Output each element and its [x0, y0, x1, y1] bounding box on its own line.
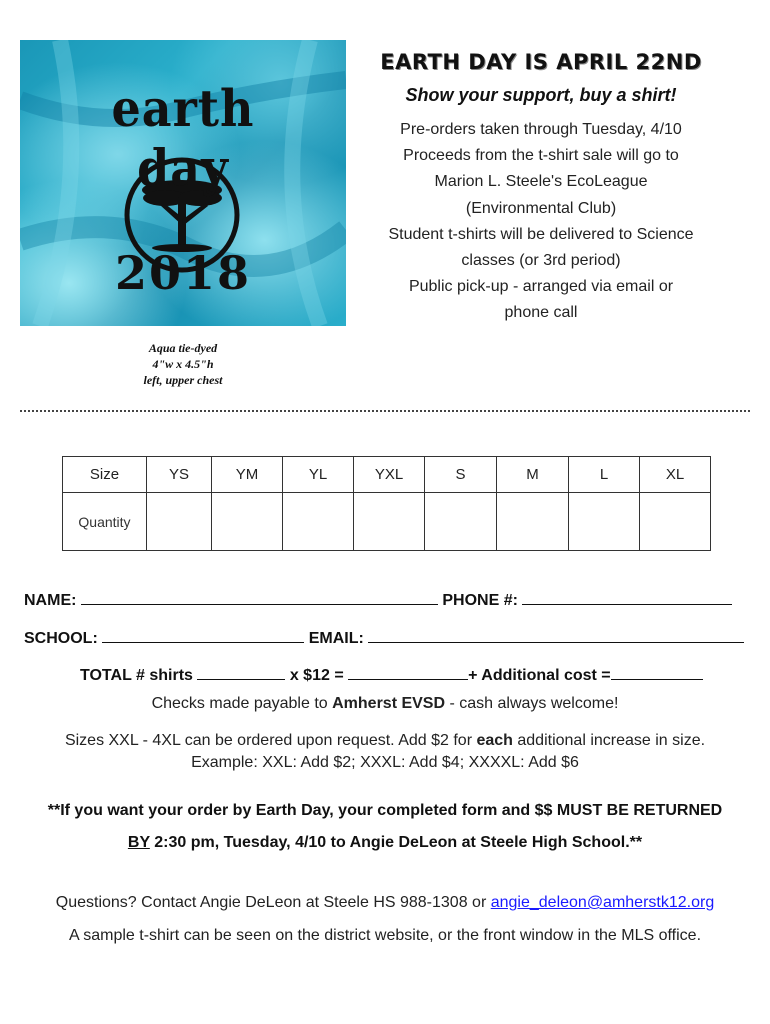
- payment-payee: Amherst EVSD: [332, 695, 446, 712]
- info-line: (Environmental Club): [465, 199, 617, 217]
- quantity-cell-m[interactable]: [497, 493, 569, 551]
- quantity-label: Quantity: [63, 493, 147, 551]
- shirt-graphic-year: 2018: [114, 246, 252, 300]
- additional-cost-label: + Additional cost =: [468, 667, 611, 684]
- extended-sizes-note: [20, 730, 750, 774]
- quantity-cell-xl[interactable]: [640, 493, 711, 551]
- payment-note: [20, 695, 750, 713]
- extended-sizes-prefix: Sizes XXL - 4XL can be ordered upon request. Add $2 for: [64, 732, 477, 749]
- quantity-cell-yl[interactable]: [283, 493, 354, 551]
- info-line: Student t-shirts will be delivered to Science: [388, 225, 694, 243]
- info-line: Pre-orders taken through Tuesday, 4/10: [400, 121, 682, 138]
- name-label: NAME:: [24, 592, 77, 609]
- payment-note-prefix: Checks made payable to: [151, 695, 333, 712]
- school-label: SCHOOL:: [24, 630, 98, 647]
- payment-note-suffix: - cash always welcome!: [445, 695, 619, 712]
- extended-sizes-example: Example: XXL: Add $2; XXXL: Add $4; XXXXL: Add $6: [191, 754, 579, 771]
- headline: EARTH DAY IS APRIL 22ND: [380, 50, 702, 74]
- size-order-table: [62, 456, 711, 551]
- deadline-line-1: **If you want your order by Earth Day, your completed form and $$ MUST BE RETURNED: [47, 802, 723, 819]
- info-line: phone call: [504, 304, 578, 322]
- size-ym: YM: [212, 457, 283, 493]
- name-phone-line: [24, 590, 732, 610]
- quantity-cell-l[interactable]: [569, 493, 640, 551]
- email-label: EMAIL:: [308, 630, 364, 647]
- total-label: TOTAL # shirts: [80, 667, 193, 684]
- caption-line: Aqua tie-dyed: [148, 341, 218, 355]
- caption-line: 4"w x 4.5"h: [152, 357, 214, 371]
- size-m: M: [497, 457, 569, 493]
- size-yl: YL: [283, 457, 354, 493]
- contact-email-link[interactable]: angie_deleon@amherstk12.org: [490, 894, 715, 911]
- deadline-details: 2:30 pm, Tuesday, 4/10 to Angie DeLeon at Steele High School.**: [149, 834, 643, 851]
- quantity-cell-s[interactable]: [425, 493, 497, 551]
- size-header-row: [63, 457, 711, 493]
- info-line: Public pick-up - arranged via email or: [408, 278, 674, 296]
- size-xl: XL: [640, 457, 711, 493]
- total-line: [80, 665, 703, 685]
- size-label: Size: [63, 457, 147, 493]
- shirt-graphic-title: earth day: [111, 78, 255, 198]
- cut-line-divider: [20, 410, 750, 412]
- shirt-caption: [100, 340, 266, 388]
- size-ys: YS: [147, 457, 212, 493]
- total-shirts-field[interactable]: [197, 665, 285, 680]
- school-email-line: [24, 628, 744, 648]
- contact-note: [20, 894, 750, 912]
- info-block: [366, 117, 716, 327]
- tagline: Show your support, buy a shirt!: [405, 85, 677, 105]
- quantity-cell-ys[interactable]: [147, 493, 212, 551]
- subtotal-field[interactable]: [348, 665, 468, 680]
- quantity-cell-ym[interactable]: [212, 493, 283, 551]
- school-field[interactable]: [102, 628, 304, 643]
- shirt-image: [20, 40, 346, 326]
- info-line: classes (or 3rd period): [461, 252, 621, 270]
- size-l: L: [569, 457, 640, 493]
- price-text: x $12 =: [289, 667, 344, 684]
- email-field[interactable]: [368, 628, 744, 643]
- phone-label: PHONE #:: [442, 592, 518, 609]
- contact-text: Questions? Contact Angie DeLeon at Steele HS 988-1308 or: [55, 894, 491, 911]
- deadline-by: BY: [127, 834, 150, 851]
- deadline-line-2: [20, 827, 750, 859]
- size-yxl: YXL: [354, 457, 425, 493]
- sample-shirt-note: A sample t-shirt can be seen on the district website, or the front window in the MLS office.: [68, 927, 702, 944]
- info-line: Proceeds from the t-shirt sale will go to: [403, 147, 679, 165]
- quantity-cell-yxl[interactable]: [354, 493, 425, 551]
- extended-sizes-bold: each: [476, 732, 513, 749]
- info-line: Marion L. Steele's EcoLeague: [434, 173, 648, 191]
- extended-sizes-line: [20, 730, 750, 752]
- additional-cost-field[interactable]: [611, 665, 703, 680]
- deadline-note: [20, 795, 750, 859]
- phone-field[interactable]: [522, 590, 732, 605]
- size-s: S: [425, 457, 497, 493]
- quantity-row: [63, 493, 711, 551]
- extended-sizes-suffix: additional increase in size.: [512, 732, 706, 749]
- name-field[interactable]: [81, 590, 438, 605]
- caption-line: left, upper chest: [143, 373, 223, 387]
